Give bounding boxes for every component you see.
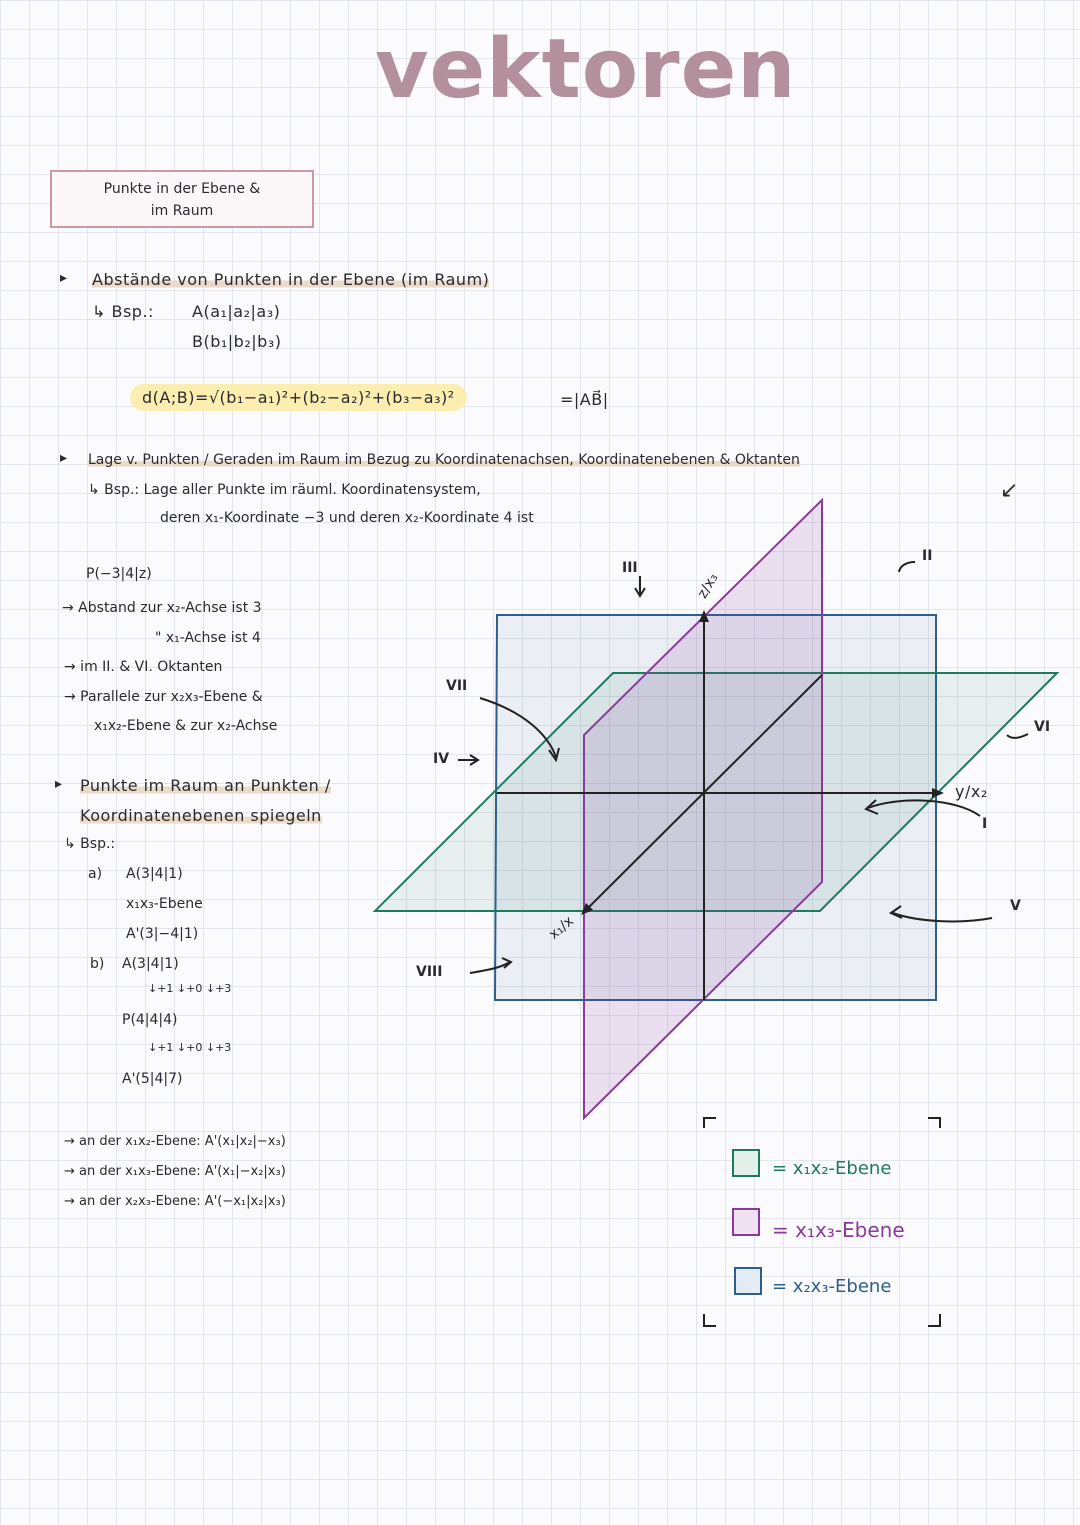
octant-label-5: V xyxy=(1010,898,1021,914)
octant-label-3: III xyxy=(622,560,638,576)
rule-2: → an der x₁x₃-Ebene: A'(x₁|−x₂|x₃) xyxy=(64,1164,286,1179)
distance-formula-eq: =|AB⃗| xyxy=(560,390,609,409)
result-3: → im II. & VI. Oktanten xyxy=(64,659,223,675)
example-b-label: b) xyxy=(90,956,105,972)
section2-heading: Lage v. Punkten / Geraden im Raum im Bezug zu Koordinatenachsen, Koordinatenebenen & Oktanten xyxy=(88,452,800,468)
example-b-step2: ↓+1 ↓+0 ↓+3 xyxy=(148,1041,232,1054)
octant-label-1: I xyxy=(982,816,988,832)
section3-bsp: ↳ Bsp.: xyxy=(64,836,116,852)
legend-swatch-blue xyxy=(734,1267,762,1295)
legend-swatch-purple xyxy=(732,1208,760,1236)
legend-bracket-tl xyxy=(704,1118,716,1128)
point-p: P(−3|4|z) xyxy=(86,566,152,582)
axis-y-label: y/x₂ xyxy=(955,782,988,801)
section1-bsp: ↳ Bsp.: xyxy=(92,302,154,321)
legend-bracket-br xyxy=(928,1314,940,1326)
axis-x-label: x₁/x xyxy=(546,913,577,943)
bullet-icon: ▸ xyxy=(60,450,68,466)
arrow-ii xyxy=(899,562,915,572)
example-a-result: A'(3|−4|1) xyxy=(126,926,199,942)
legend-label-x2x3: = x₂x₃-Ebene xyxy=(772,1276,892,1297)
arrow-vi xyxy=(1007,734,1028,738)
legend-bracket-bl xyxy=(704,1314,716,1326)
legend-label-x1x3: = x₁x₃-Ebene xyxy=(772,1218,905,1242)
axis-z-label: z/x₃ xyxy=(694,570,722,602)
point-b: B(b₁|b₂|b₃) xyxy=(192,332,282,351)
result-1: → Abstand zur x₂-Achse ist 3 xyxy=(62,600,262,616)
result-2: " x₁-Achse ist 4 xyxy=(155,630,261,646)
distance-formula: d(A;B)=√(b₁−a₁)²+(b₂−a₂)²+(b₃−a₃)² xyxy=(130,384,467,411)
section3-heading-1: Punkte im Raum an Punkten / xyxy=(80,776,331,795)
example-b-step1: ↓+1 ↓+0 ↓+3 xyxy=(148,982,232,995)
section1-heading: Abstände von Punkten in der Ebene (im Raum) xyxy=(92,270,490,289)
octant-label-2: II xyxy=(922,548,933,564)
octant-label-7: VII xyxy=(446,678,468,694)
example-a-point: A(3|4|1) xyxy=(126,866,183,882)
rule-1: → an der x₁x₂-Ebene: A'(x₁|x₂|−x₃) xyxy=(64,1134,286,1149)
topic-line-1: Punkte in der Ebene & xyxy=(103,181,261,197)
section3-heading-2: Koordinatenebenen spiegeln xyxy=(80,806,322,825)
example-a-plane: x₁x₃-Ebene xyxy=(126,896,203,912)
example-a-label: a) xyxy=(88,866,103,882)
rule-3: → an der x₂x₃-Ebene: A'(−x₁|x₂|x₃) xyxy=(64,1194,286,1209)
topic-line-2: im Raum xyxy=(150,203,214,219)
example-b-mid: P(4|4|4) xyxy=(122,1012,178,1028)
octant-label-6: VI xyxy=(1034,719,1051,735)
result-4: → Parallele zur x₂x₃-Ebene & xyxy=(64,689,263,705)
arrow-down-icon: ↙ xyxy=(1000,478,1019,503)
legend-swatch-green xyxy=(732,1149,760,1177)
example-b-result: A'(5|4|7) xyxy=(122,1071,183,1087)
legend-bracket-tr xyxy=(928,1118,940,1128)
bullet-icon: ▸ xyxy=(55,776,63,792)
point-a: A(a₁|a₂|a₃) xyxy=(192,302,281,321)
result-5: x₁x₂-Ebene & zur x₂-Achse xyxy=(94,718,278,734)
section2-bsp-line1: ↳ Bsp.: Lage aller Punkte im räuml. Koordinatensystem, xyxy=(88,482,481,498)
example-b-point: A(3|4|1) xyxy=(122,956,179,972)
page-title: vektoren xyxy=(375,22,797,117)
octant-label-8: VIII xyxy=(416,964,443,980)
octant-label-4: IV xyxy=(433,751,450,767)
bullet-icon: ▸ xyxy=(60,270,68,286)
legend-label-x1x2: = x₁x₂-Ebene xyxy=(772,1158,892,1179)
section2-bsp-line2: deren x₁-Koordinate −3 und deren x₂-Koordinate 4 ist xyxy=(160,510,534,526)
